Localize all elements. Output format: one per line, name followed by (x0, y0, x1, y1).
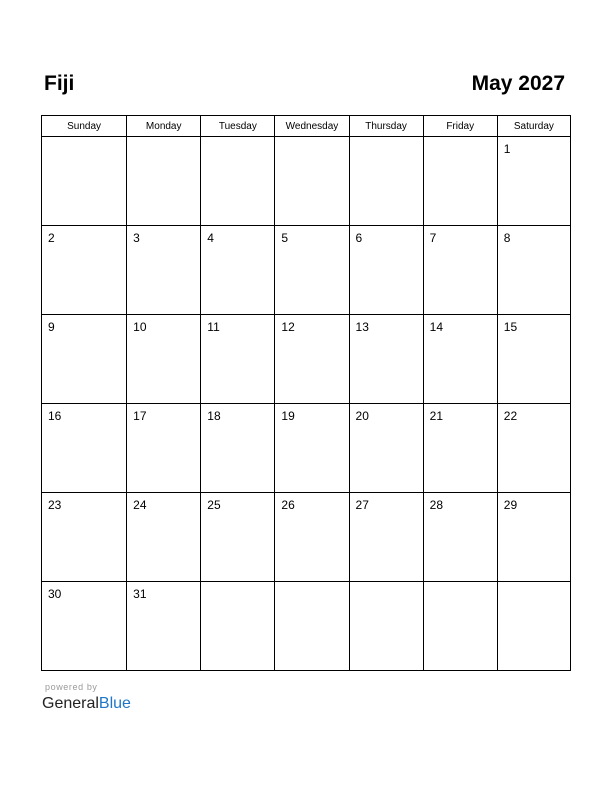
day-cell (423, 137, 497, 226)
day-cell (423, 404, 497, 493)
day-number: 18 (207, 409, 221, 423)
day-cell (42, 226, 127, 315)
day-cell (349, 226, 423, 315)
weekday-header: Thursday (349, 116, 423, 137)
day-cell (127, 137, 201, 226)
day-number: 14 (429, 320, 444, 334)
day-number: 21 (429, 409, 444, 423)
day-cell (275, 137, 349, 226)
day-number (275, 582, 348, 587)
week-row (42, 404, 571, 493)
day-number: 26 (281, 498, 295, 512)
day-number: 20 (355, 409, 369, 423)
day-number: 19 (281, 409, 295, 423)
day-cell (201, 137, 275, 226)
day-cell (423, 226, 497, 315)
calendar-month-title: May 2027 (471, 72, 565, 95)
week-row (42, 315, 571, 404)
day-cell (497, 226, 570, 315)
day-cell (349, 493, 423, 582)
day-number: 10 (133, 320, 147, 334)
day-cell (42, 404, 127, 493)
day-number (127, 137, 200, 142)
day-number: 15 (503, 320, 518, 334)
day-cell (497, 404, 570, 493)
day-cell (201, 582, 275, 671)
day-cell (201, 493, 275, 582)
day-number: 11 (207, 320, 220, 334)
day-number (350, 582, 423, 587)
day-number: 4 (207, 231, 214, 245)
day-cell (275, 582, 349, 671)
day-cell (497, 315, 570, 404)
day-number: 30 (48, 587, 62, 601)
day-number (201, 582, 274, 587)
day-cell (349, 404, 423, 493)
weekday-header: Friday (423, 116, 497, 137)
day-cell (423, 582, 497, 671)
week-row (42, 137, 571, 226)
day-cell (127, 226, 201, 315)
day-cell (201, 315, 275, 404)
day-cell (42, 582, 127, 671)
powered-by-label: powered by (45, 682, 98, 692)
day-number (201, 137, 274, 142)
week-row (42, 226, 571, 315)
calendar-country-title: Fiji (44, 72, 75, 95)
day-cell (497, 493, 570, 582)
weekday-header: Tuesday (201, 116, 275, 137)
day-number (42, 137, 126, 142)
day-number: 6 (355, 231, 363, 245)
weekday-header: Wednesday (275, 116, 349, 137)
day-number: 8 (503, 231, 511, 245)
day-cell (201, 226, 275, 315)
day-number (424, 582, 497, 587)
weekday-header: Monday (127, 116, 201, 137)
day-number: 22 (503, 409, 518, 423)
week-row (42, 493, 571, 582)
day-number: 24 (133, 498, 147, 512)
day-cell (127, 493, 201, 582)
day-number: 1 (503, 142, 511, 156)
day-number: 31 (133, 587, 147, 601)
day-number (424, 137, 497, 142)
day-cell (42, 315, 127, 404)
logo-text-blue: Blue (98, 695, 131, 712)
month-calendar-grid (41, 115, 571, 671)
week-row (42, 582, 571, 671)
day-number: 2 (48, 231, 55, 245)
day-number: 9 (48, 320, 55, 334)
day-cell (497, 582, 570, 671)
day-number: 29 (503, 498, 518, 512)
day-number: 5 (281, 231, 289, 245)
day-number: 13 (355, 320, 369, 334)
day-cell (349, 315, 423, 404)
day-cell (497, 137, 570, 226)
day-cell (42, 137, 127, 226)
day-number: 28 (429, 498, 444, 512)
day-number (498, 582, 570, 587)
day-number: 7 (429, 231, 437, 245)
day-cell (349, 137, 423, 226)
day-cell (423, 493, 497, 582)
day-cell (275, 226, 349, 315)
weekday-header-row (42, 116, 571, 137)
day-cell (349, 582, 423, 671)
day-cell (201, 404, 275, 493)
day-cell (423, 315, 497, 404)
day-number: 16 (48, 409, 62, 423)
day-cell (275, 315, 349, 404)
logo-text-general: General (42, 695, 99, 712)
weekday-header: Saturday (497, 116, 570, 137)
day-cell (127, 315, 201, 404)
day-number: 25 (207, 498, 221, 512)
day-number (275, 137, 348, 142)
weekday-header: Sunday (42, 116, 127, 137)
day-number: 3 (133, 231, 140, 245)
day-cell (127, 404, 201, 493)
day-cell (127, 582, 201, 671)
day-cell (275, 493, 349, 582)
day-number (350, 137, 423, 142)
generalblue-logo (42, 694, 131, 714)
day-cell (275, 404, 349, 493)
day-cell (42, 493, 127, 582)
day-number: 17 (133, 409, 147, 423)
day-number: 27 (355, 498, 369, 512)
day-number: 23 (48, 498, 62, 512)
day-number: 12 (281, 320, 295, 334)
